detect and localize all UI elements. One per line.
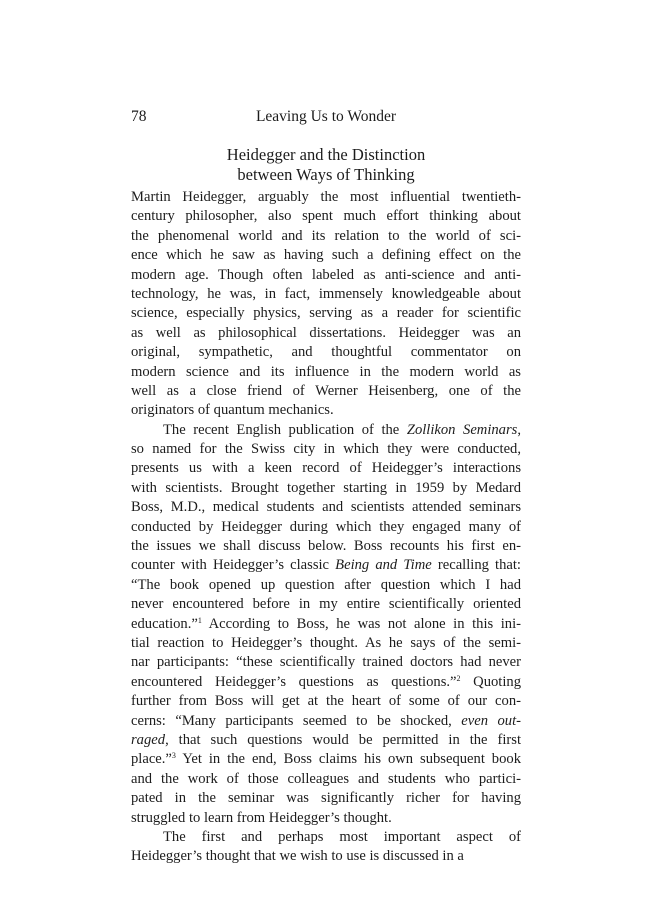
body-text <box>131 188 521 867</box>
italic-title: Zollikon Seminars <box>406 421 518 438</box>
text-line: well as a close friend of Werner Heisenberg, one of the <box>131 382 521 399</box>
paragraph <box>131 188 521 421</box>
text-line: Heidegger’s thought that we wish to use is discussed in a <box>131 848 464 865</box>
text-line: pated in the seminar was significantly richer for having <box>131 790 521 807</box>
text-line: “The book opened up question after question which I had <box>131 576 521 593</box>
text-line: with scientists. Brought together starting in 1959 by Medard <box>131 479 521 496</box>
text-line: ence which he saw as having such a defining effect on the <box>131 247 521 264</box>
text-line: counter with Heidegger’s classic Being and Time recalling that: <box>131 557 521 574</box>
text-line: Boss, M.D., medical students and scientists attended seminars <box>131 499 521 516</box>
text-line: presents us with a keen record of Heidegger’s interactions <box>131 460 521 477</box>
text-line: original, sympathetic, and thoughtful commentator on <box>131 344 521 361</box>
text-line: The recent English publication of the Zollikon Seminars, <box>163 421 521 438</box>
section-heading <box>131 145 521 185</box>
italic-title: even out- <box>461 712 521 729</box>
text-line: so named for the Swiss city in which they were conducted, <box>131 441 521 458</box>
text-line: as well as philosophical dissertations. Heidegger was an <box>131 324 521 341</box>
paragraph <box>131 828 521 867</box>
page-number: 78 <box>131 108 147 125</box>
text-line: raged, that such questions would be permitted in the first <box>131 731 521 748</box>
footnote-marker[interactable]: 3 <box>171 751 176 761</box>
text-line: modern age. Though often labeled as anti-science and anti- <box>131 266 521 283</box>
text-line: and the work of those colleagues and students who partici- <box>131 770 521 787</box>
text-line: place.”$^3$ Yet in the end, Boss claims his own subsequent book <box>131 751 521 768</box>
text-line: originators of quantum mechanics. <box>131 402 334 419</box>
running-head <box>131 107 521 127</box>
italic-title: raged <box>131 731 166 748</box>
running-title: Leaving Us to Wonder <box>255 108 397 125</box>
text-line: conducted by Heidegger during which they engaged many of <box>131 518 521 535</box>
text-line: science, especially physics, serving as a reader for scientific <box>131 305 521 322</box>
paragraph <box>131 421 521 828</box>
text-line: further from Boss will get at the heart of some of our con- <box>131 693 521 710</box>
section-heading-line: Heidegger and the Distinction <box>226 145 426 164</box>
text-line: Martin Heidegger, arguably the most influential twentieth- <box>131 189 521 205</box>
text-line: the phenomenal world and its relation to the world of sci- <box>131 227 521 244</box>
section-heading-line: between Ways of Thinking <box>237 165 415 184</box>
text-line: century philosopher, also spent much effort thinking about <box>131 208 521 225</box>
text-line: technology, he was, in fact, immensely knowledgeable about <box>131 285 521 302</box>
footnote-marker[interactable]: 2 <box>456 673 461 683</box>
text-line: The first and perhaps most important aspect of <box>163 828 521 845</box>
text-line: tial reaction to Heidegger’s thought. As he says of the semi- <box>131 634 521 651</box>
text-line: education.”$^1$ According to Boss, he was not alone in this ini- <box>131 615 521 632</box>
text-line: cerns: “Many participants seemed to be shocked, even out- <box>131 712 521 729</box>
text-line: the issues we shall discuss below. Boss recounts his first en- <box>131 538 521 555</box>
text-line: modern science and its influence in the modern world as <box>131 363 521 380</box>
text-line: encountered Heidegger’s questions as questions.”$^2$ Quoting <box>131 673 521 690</box>
footnote-marker[interactable]: 1 <box>197 615 202 625</box>
text-line: nar participants: “these scientifically trained doctors had never <box>131 654 521 671</box>
text-line: struggled to learn from Heidegger’s thought. <box>131 809 392 826</box>
text-line: never encountered before in my entire scientifically oriented <box>131 596 521 613</box>
italic-title: Being and Time <box>335 557 432 574</box>
